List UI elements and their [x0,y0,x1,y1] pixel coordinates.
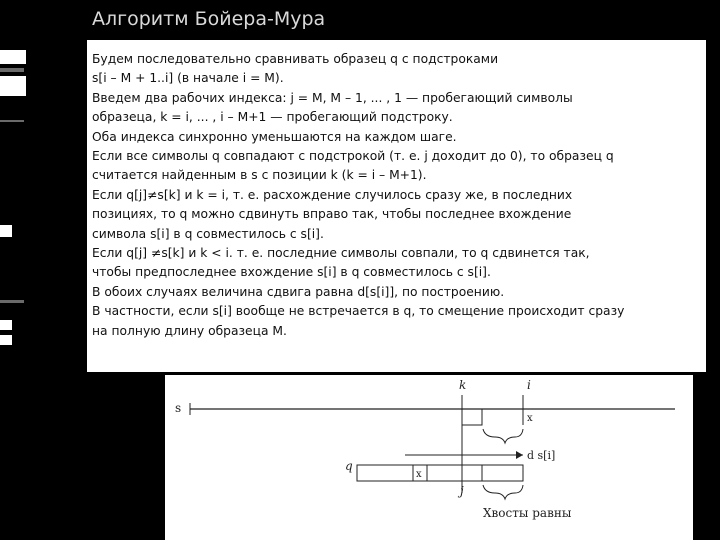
body-line: s[i – M + 1..i] (в начале i = M). [92,71,284,86]
body-line: В обоих случаях величина сдвига равна d[s[i]], по построению. [92,284,505,299]
body-line: образеца, k = i, ... , i – M+1 — пробегающий подстроку. [92,110,453,125]
i-label: i [527,378,531,392]
decor-line-2 [0,120,24,122]
arrow-head-icon [516,451,523,459]
body-line: Оба индекса синхронно уменьшаются на каждом шаге. [92,129,457,144]
body-line: В частности, если s[i] вообще не встречается в q, то смещение происходит сразу [92,304,625,319]
tail-brace-bottom [483,485,523,499]
algorithm-figure [165,375,693,540]
s-k-cell [462,409,482,425]
caption-label: Хвосты равны [483,506,572,520]
q-label: q [345,459,353,473]
decor-bar-2 [0,76,26,96]
k-label: k [459,378,467,392]
x-bottom-label: x [416,469,422,480]
slide-title: Алгоритм Бойера-Мура [92,8,326,30]
body-line: Будем последовательно сравнивать образец q с подстроками [92,52,499,66]
body-line: считается найденным в s с позиции k (k = i – M+1). [92,168,427,183]
decor-bar-1 [0,50,26,64]
body-line: чтобы предпоследнее вхождение s[i] в q совместилось с s[i]. [92,265,491,280]
body-line: Если q[j]≠s[k] и k = i, т. е. расхождение случилось сразу же, в последних [92,187,573,202]
body-line: на полную длину образеца M. [92,323,287,338]
figure-diagram [165,375,693,540]
decor-bar-5 [0,335,12,345]
body-line: позициях, то q можно сдвинуть вправо так, чтобы последнее вхождение [92,207,572,222]
q-pattern [357,465,523,481]
decor-line-1 [0,68,24,72]
x-top-label: x [527,413,533,424]
d-label: d s[i] [527,449,556,462]
j-label: j [460,484,464,498]
body-line: Если все символы q совпадают с подстрокой (т. е. j доходит до 0), то образец q [92,149,614,164]
body-line: символа s[i] в q совместилось с s[i]. [92,226,324,241]
decor-line-3 [0,300,24,303]
tail-brace-top [483,429,523,443]
q-j-cell [462,465,482,481]
decor-bar-4 [0,320,12,330]
body-line: Если q[j] ≠s[k] и k < i. т. е. последние символы совпали, то q сдвинется так, [92,246,590,261]
body-line: Введем два рабочих индекса: j = M, M – 1, ... , 1 — пробегающий символы [92,90,573,105]
body-text [92,50,704,341]
s-label: s [175,401,182,415]
decor-bar-3 [0,225,12,237]
